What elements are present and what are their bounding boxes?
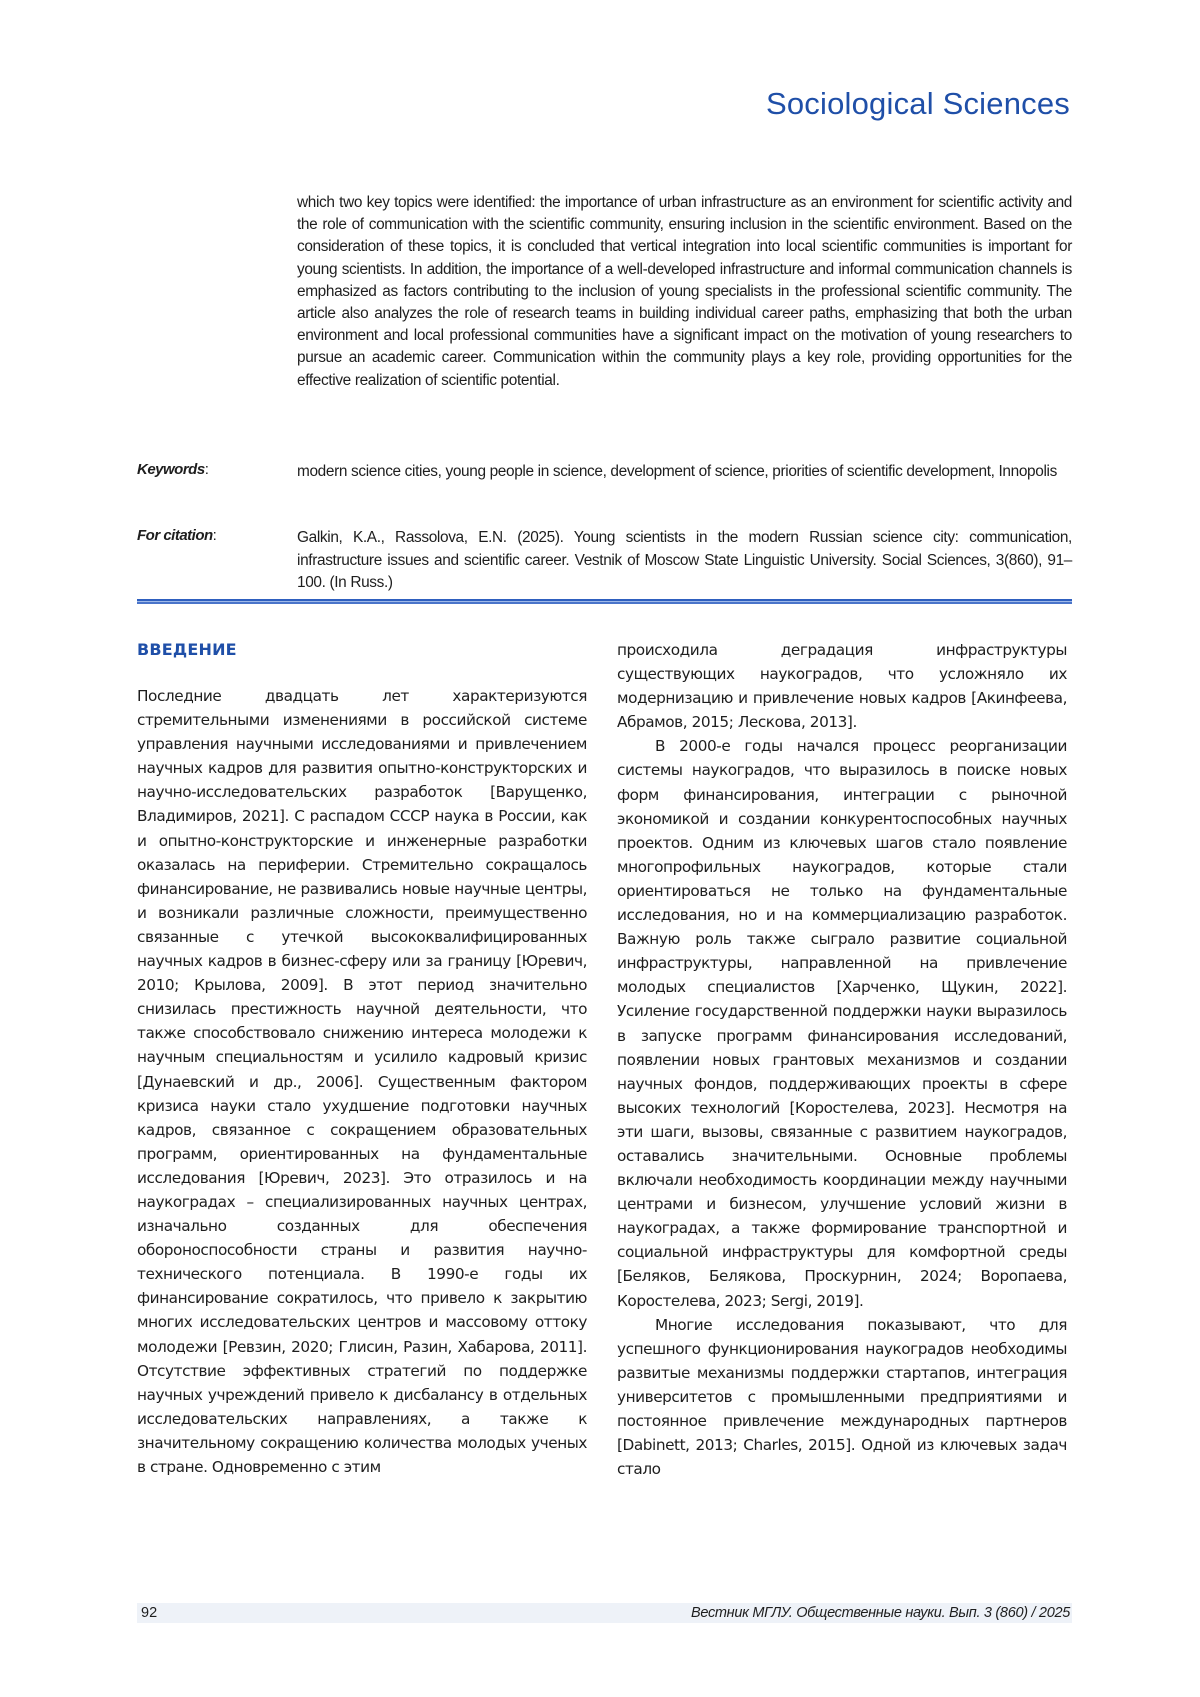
keywords-label	[137, 461, 297, 484]
body-paragraph: Многие исследования показывают, что для успешного функционирования наукоградов необходимы развитые механизмы поддержки стартапов, интеграция университетов с промышленными предприятиями и постоянное привлечение международных партнеров [Dabinett, 2013; Charles, 2015]. Одной из ключевых задач стало	[617, 1315, 1067, 1479]
citation-row	[137, 527, 1072, 595]
keywords-row	[137, 461, 1072, 484]
body-paragraph: В 2000-е годы начался процесс реорганизации системы наукоградов, что выразилось в поиске новых форм финансирования, интеграции с рыночной экономикой и создании конкурентоспособных научных проектов. Одним из ключевых шагов стало появление многопрофильных наукоградов, которые стали ориентироваться не только на фундаментальные исследования, но и на коммерциализацию разработок. Важную роль также сыграло развитие социальной инфраструктуры, направленной на привлечение молодых специалистов [Харченко, Щукин, 2022]. Усиление государственной поддержки науки выразилось в запуске программ финансирования исследований, появлении новых грантовых механизмов и создании научных фондов, поддерживающих проекты в сфере высоких технологий [Коростелева, 2023]. Несмотря на эти шаги, вызовы, связанные с развитием наукоградов, оставались значительными. Основные проблемы включали необходимость координации между научными центрами и бизнесом, улучшение условий жизни в наукоградах, а также формирование транспортной и социальной инфраструктуры для комфортной среды [Беляков, Белякова, Проскурнин, 2024; Воропаева, Коростелева, 2023; Sergi, 2019].	[617, 737, 1067, 1310]
citation-label	[137, 527, 297, 595]
keywords-label-colon: :	[204, 461, 209, 478]
journal-reference: Вестник МГЛУ. Общественные науки. Вып. 3 (860) / 2025	[690, 1605, 1070, 1621]
citation-label-text: For citation	[137, 527, 213, 544]
abstract-text: which two key topics were identified: the importance of urban infrastructure as an environment for scientific activity and the role of communication with the scientific community, ensuring inclusion in the scientific environment. Based on the consideration of these topics, it is concluded that vertical integration into local scientific communities is important for young scientists. In addition, the importance of a well-developed infrastructure and informal communication channels is emphasized as factors contributing to the inclusion of young specialists in the professional scientific community. The article also analyzes the role of research teams in building individual career paths, emphasizing that both the urban environment and local professional communities have a significant impact on the motivation of young researchers to pursue an academic career. Communication within the community plays a key role, providing opportunities for the effective realization of scientific potential.	[297, 194, 1072, 389]
body-paragraph: Последние двадцать лет характеризуются стремительными изменениями в российской системе управления научными исследованиями и привлечением научных кадров для развития опытно-конструкторских и научно-исследовательских разработок [Варущенко, Владимиров, 2021]. С распадом СССР наука в России, как и опытно-конструкторские и инженерные разработки оказалась на периферии. Стремительно сокращалось финансирование, не развивались новые научные центры, и возникали различные сложности, преимущественно связанные с утечкой высококвалифицированных научных кадров в бизнес-сферу или за границу [Юревич, 2010; Крылова, 2009]. В этот период значительно снизилась престижность научной деятельности, что также способствовало снижению интереса молодежи к научным специальностям и усилило кадровый кризис [Дунаевский и др., 2006]. Существенным фактором кризиса науки стало ухудшение подготовки научных кадров, связанное с сокращением образовательных программ, ориентированных на фундаментальные исследования [Юревич, 2023]. Это отразилось и на наукоградах – специализированных научных центрах, изначально созданных для обеспечения обороноспособности страны и развития научно-технического потенциала. В 1990-е годы их финансирование сократилось, что привело к закрытию многих исследовательских центров и массовому оттоку молодежи [Ревзин, 2020; Глисин, Разин, Хабарова, 2011]. Отсутствие эффективных стратегий по поддержке научных учреждений привело к дисбалансу в отдельных исследовательских направлениях, а также к значительному сокращению количества молодых ученых в стране. Одновременно с этим	[137, 687, 587, 1476]
page-number: 92	[141, 1605, 158, 1621]
citation-label-colon: :	[212, 527, 217, 544]
page-footer	[137, 1603, 1072, 1623]
body-paragraph: происходила деградация инфраструктуры существующих наукоградов, что усложняло их модернизацию и привлечение новых кадров [Акинфеева, Абрамов, 2015; Лескова, 2013].	[617, 641, 1067, 732]
citation-value: Galkin, K.A., Rassolova, E.N. (2025). Young scientists in the modern Russian science city: communication, infrastructure issues and scientific career. Vestnik of Moscow State Linguistic University. Social Sciences, 3(860), 91–100. (In Russ.)	[297, 529, 1072, 591]
section-title: Sociological Sciences	[765, 86, 1070, 121]
keywords-label-text: Keywords	[137, 461, 205, 478]
keywords-value: modern science cities, young people in science, development of science, priorities of scientific development, Innopolis	[297, 463, 1057, 480]
section-heading-introduction: ВВЕДЕНИЕ	[137, 640, 237, 659]
body-column-left	[137, 638, 587, 1479]
section-divider	[137, 599, 1072, 604]
body-column-right	[617, 638, 1067, 1481]
